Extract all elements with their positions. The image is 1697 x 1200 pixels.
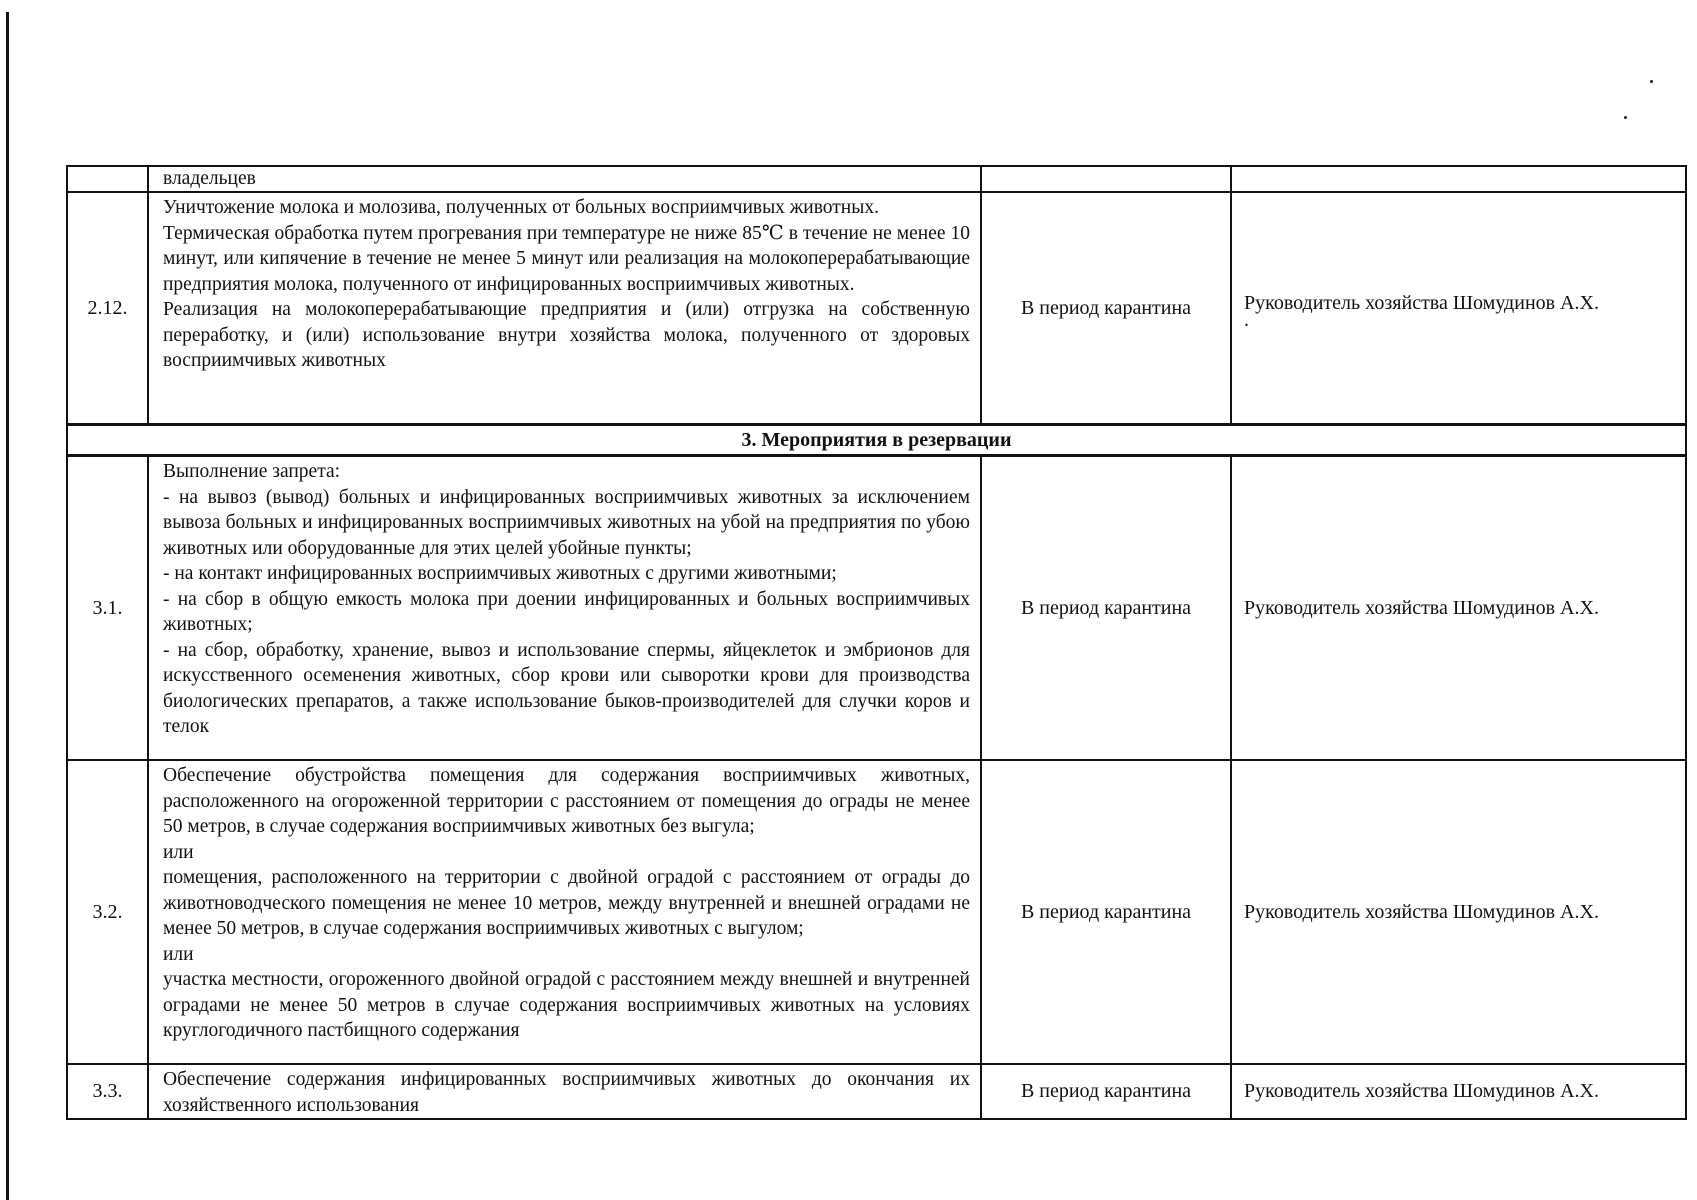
measure-text: - на вывоз (вывод) больных и инфицированных восприимчивых животных за исключением вывоза больных и инфицированных восприимчивых животных на убой на предприятия по убою животных или оборудованные для этих целей убойные пункты; xyxy=(163,486,970,559)
responsible-text: Руководитель хозяйства Шомудинов А.Х. xyxy=(1244,291,1599,314)
scan-speck xyxy=(1624,116,1627,119)
responsible-cell xyxy=(1231,192,1686,425)
measure-text: Реализация на молокоперерабатывающие предприятия и (или) отгрузка на собственную переработку, и (или) использование внутри хозяйства молока, полученного от здоровых восприимчивых животных xyxy=(163,299,970,371)
measure-cell xyxy=(148,192,981,425)
measure-text: помещения, расположенного на территории с двойной оградой с расстоянием от ограды до животноводческого помещения не менее 10 метров, между внутренней и внешней оградами не менее 50 метров, в случае содержания восприимчивых животных с выгулом; xyxy=(163,867,970,939)
table-row xyxy=(67,760,1686,1064)
responsible-text: Руководитель хозяйства Шомудинов А.Х. xyxy=(1231,1064,1686,1119)
table-row xyxy=(67,192,1686,425)
measure-text: Уничтожение молока и молозива, полученных от больных восприимчивых животных. xyxy=(163,197,879,218)
measure-cell xyxy=(148,456,981,761)
period-cell xyxy=(981,166,1231,192)
scan-speck xyxy=(1650,80,1653,83)
responsible-mark: . xyxy=(1244,308,1249,331)
scan-margin-line xyxy=(6,12,9,1200)
measure-text: - на сбор в общую емкость молока при доении инфицированных и больных восприимчивых животных; xyxy=(163,588,970,635)
measure-text: Выполнение запрета: xyxy=(163,461,341,482)
table-row xyxy=(67,1064,1686,1119)
period-text: В период карантина xyxy=(981,760,1231,1064)
row-number-cell xyxy=(67,166,148,192)
measure-text: - на сбор, обработку, хранение, вывоз и использование спермы, яйцеклеток и эмбрионов для искусственного осеменения животных, сбор крови или сыворотки крови для производства биологических препаратов, а также использование быков-производителей для случки коров и телок xyxy=(163,639,970,737)
responsible-cell xyxy=(1231,166,1686,192)
responsible-text: Руководитель хозяйства Шомудинов А.Х. xyxy=(1231,456,1686,761)
row-number: 3.3. xyxy=(67,1064,148,1119)
measure-cell xyxy=(148,1064,981,1119)
measure-text: участка местности, огороженного двойной оградой с расстоянием между внешней и внутренней оградами не менее 50 метров в случае содержания восприимчивых животных на условиях круглогодичного пастбищного содержания xyxy=(163,969,970,1041)
measures-table xyxy=(66,165,1687,1120)
measure-text: владельцев xyxy=(163,168,256,189)
row-number: 3.2. xyxy=(67,760,148,1064)
responsible-text: Руководитель хозяйства Шомудинов А.Х. xyxy=(1231,760,1686,1064)
measure-cell xyxy=(148,760,981,1064)
period-text: В период карантина xyxy=(981,456,1231,761)
measure-text: Обеспечение содержания инфицированных восприимчивых животных до окончания их хозяйственного использования xyxy=(163,1069,970,1116)
section-row xyxy=(67,425,1686,456)
measure-cell xyxy=(148,166,981,192)
measure-text: - на контакт инфицированных восприимчивых животных с другими животными; xyxy=(163,563,837,584)
section-title: 3. Мероприятия в резервации xyxy=(67,425,1686,456)
measure-text: Обеспечение обустройства помещения для содержания восприимчивых животных, расположенного на огороженной территории с расстоянием от помещения до ограды не менее 50 метров, в случае содержания восприимчивых животных без выгула; xyxy=(163,765,970,837)
row-number: 3.1. xyxy=(67,456,148,761)
row-number: 2.12. xyxy=(67,192,148,425)
table-row xyxy=(67,456,1686,761)
measure-text: или xyxy=(163,943,194,965)
measure-text: Термическая обработка путем прогревания при температуре не ниже 85℃ в течение не менее 10 минут, или кипячение в течение не менее 5 минут или реализация на молокоперерабатывающие предприятия молока, полученного от инфицированных восприимчивых животных. xyxy=(163,222,970,295)
period-text: В период карантина xyxy=(981,192,1231,425)
table-row xyxy=(67,166,1686,192)
measure-text: или xyxy=(163,841,194,863)
period-text: В период карантина xyxy=(981,1064,1231,1119)
